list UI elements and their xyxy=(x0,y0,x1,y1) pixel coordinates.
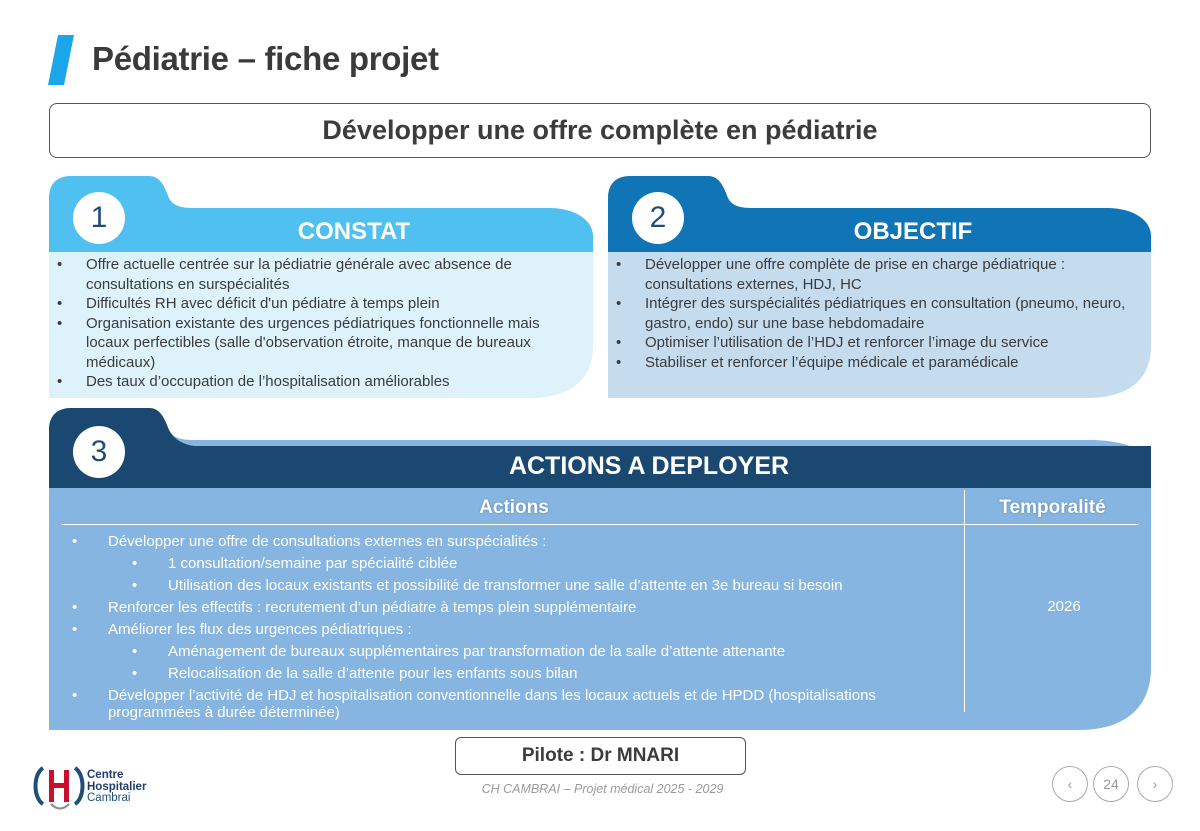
list-item: • Développer une offre complète de prise en charge pédiatrique : consultations externes, HDJ, HC xyxy=(608,255,1143,294)
title-accent-slash xyxy=(48,35,74,85)
objectif-panel xyxy=(608,176,1151,398)
constat-panel xyxy=(49,176,593,398)
footer-text: CH CAMBRAI – Projet médical 2025 - 2029 xyxy=(481,782,724,796)
list-item: • Aménagement de bureaux supplémentaires par transformation de la salle d’attente attenante xyxy=(62,641,952,663)
objectif-number-badge: 2 xyxy=(632,192,684,244)
list-item: • Relocalisation de la salle d’attente pour les enfants sous bilan xyxy=(62,663,952,685)
list-item: • Des taux d’occupation de l’hospitalisation améliorables xyxy=(49,372,584,392)
pilote-box: Pilote : Dr MNARI xyxy=(455,737,746,775)
objectif-heading: OBJECTIF xyxy=(853,218,973,245)
temporalite-value: 2026 xyxy=(1047,598,1081,615)
column-divider xyxy=(964,490,965,712)
constat-list xyxy=(49,255,584,392)
prev-slide-button[interactable] xyxy=(1052,766,1088,802)
list-item: • 1 consultation/semaine par spécialité ciblée xyxy=(62,553,952,575)
actions-number-badge: 3 xyxy=(73,426,125,478)
list-item: • Renforcer les effectifs : recrutement d’un pédiatre à temps plein supplémentaire xyxy=(62,597,952,619)
list-item: • Difficultés RH avec déficit d'un pédiatre à temps plein xyxy=(49,294,584,314)
page-number: 24 xyxy=(1093,766,1129,802)
constat-number-badge: 1 xyxy=(73,192,125,244)
constat-heading: CONSTAT xyxy=(297,218,411,245)
list-item: • Organisation existante des urgences pédiatriques fonctionnelle mais locaux perfectibles (salle d'observation étroite, manque de bureaux médicaux) xyxy=(49,314,584,373)
list-item: • Développer l’activité de HDJ et hospitalisation conventionnelle dans les locaux actuels et de HPDD (hospitalisations programmées à durée déterminée) xyxy=(62,685,952,721)
actions-heading: ACTIONS A DEPLOYER xyxy=(508,452,790,480)
list-item: • Améliorer les flux des urgences pédiatriques : xyxy=(62,619,952,641)
temporalite-column-header: Temporalité xyxy=(999,497,1106,518)
list-item: • Stabiliser et renforcer l’équipe médicale et paramédicale xyxy=(608,353,1143,373)
actions-column-header: Actions xyxy=(479,497,549,518)
list-item: • Optimiser l’utilisation de l’HDJ et renforcer l’image du service xyxy=(608,333,1143,353)
logo-text: Centre Hospitalier Cambrai xyxy=(87,769,147,804)
goal-banner: Développer une offre complète en pédiatrie xyxy=(49,103,1151,158)
next-slide-button[interactable] xyxy=(1137,766,1173,802)
list-item: • Développer une offre de consultations externes en surspécialités : xyxy=(62,531,952,553)
chevron-right-icon: › xyxy=(1152,776,1158,792)
actions-list xyxy=(62,531,952,721)
objectif-list xyxy=(608,255,1143,372)
header-divider xyxy=(62,524,1138,525)
list-item: • Utilisation des locaux existants et possibilité de transformer une salle d’attente en 3e bureau si besoin xyxy=(62,575,952,597)
page-title: Pédiatrie – fiche projet xyxy=(92,40,439,77)
chevron-left-icon: ‹ xyxy=(1067,776,1073,792)
list-item: • Offre actuelle centrée sur la pédiatrie générale avec absence de consultations en surspécialités xyxy=(49,255,584,294)
list-item: • Intégrer des surspécialités pédiatriques en consultation (pneumo, neuro, gastro, endo) sur une base hebdomadaire xyxy=(608,294,1143,333)
